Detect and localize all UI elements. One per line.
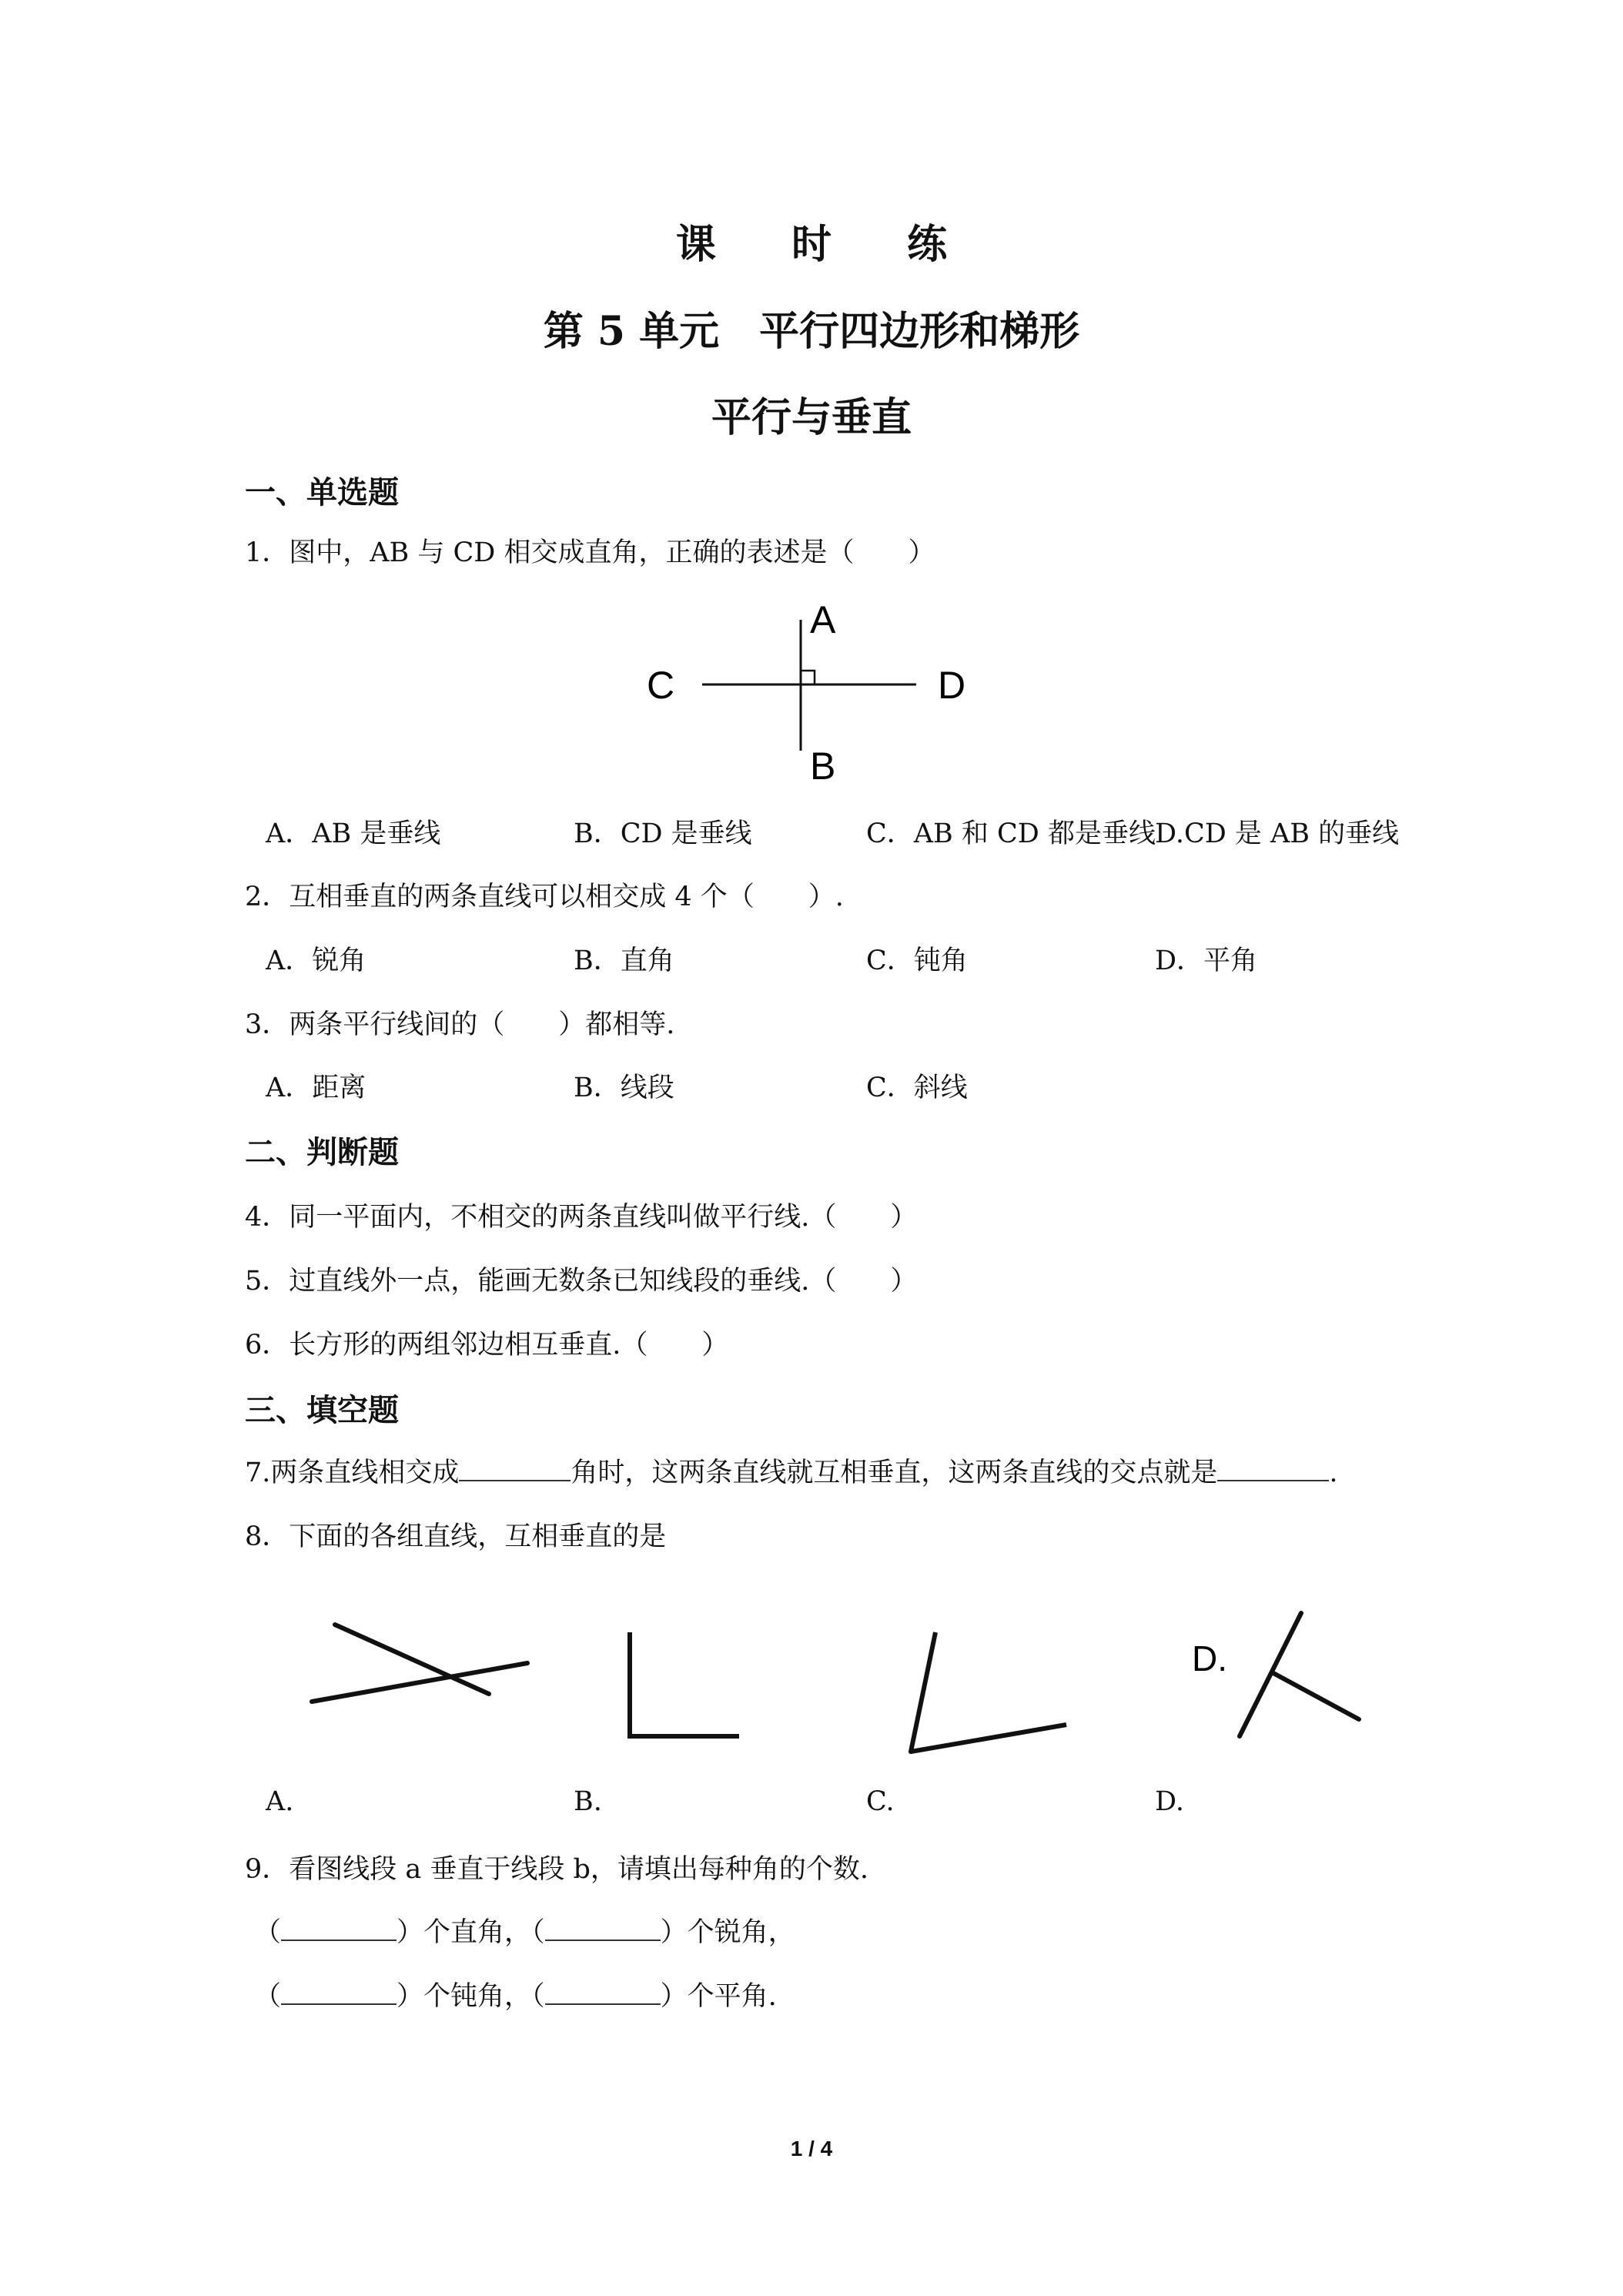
question-2: 2．互相垂直的两条直线可以相交成 4 个（ ）. [245,882,844,912]
question-6: 6．长方形的两组邻边相互垂直.（ ） [245,1330,729,1361]
q9-blank-obtuse-angles[interactable] [281,1980,397,2005]
q3-option-c[interactable]: C．斜线 [866,1073,968,1103]
q1-option-d[interactable]: D.CD 是 AB 的垂线 [1155,818,1400,849]
q7-blank-2[interactable] [1217,1457,1329,1481]
q7-text-2: 角时，这两条直线就互相垂直，这两条直线的交点就是 [571,1458,1218,1488]
lesson-title: 平行与垂直 [711,394,912,441]
q8-figure-d [1186,1602,1370,1755]
q9-obtuse-angle-label: 个钝角， [423,1981,532,2012]
q1-option-b[interactable]: B．CD 是垂线 [574,818,752,849]
q2-option-b[interactable]: B．直角 [574,946,674,976]
section-single-choice: 一、单选题 [245,474,399,510]
question-8: 8．下面的各组直线，互相垂直的是 [245,1521,667,1552]
q7-blank-1[interactable] [459,1457,571,1481]
q8-option-b[interactable]: B. [574,1786,602,1817]
q8-figure-a [304,1609,543,1725]
label-b: B [810,745,836,785]
q9-line-2: （ ）个钝角，（ ）个平角. [254,1981,777,2012]
section-judgement: 二、判断题 [245,1134,399,1170]
q7-text-3: . [1329,1458,1338,1488]
question-5: 5．过直线外一点，能画无数条已知线段的垂线.（ ） [245,1266,918,1297]
q8-figure-c [897,1625,1074,1759]
q8-option-a[interactable]: A. [266,1786,294,1817]
question-1: 1．图中，AB 与 CD 相交成直角，正确的表述是（ ） [245,537,935,568]
q1-option-a[interactable]: A．AB 是垂线 [266,818,441,849]
page-number: 1 / 4 [790,2137,833,2160]
q2-option-a[interactable]: A．锐角 [266,946,366,976]
q9-acute-angle-label: 个锐角， [687,1917,795,1948]
q9-blank-right-angles[interactable] [281,1916,397,1941]
question-4: 4．同一平面内，不相交的两条直线叫做平行线.（ ） [245,1202,918,1233]
q9-right-angle-label: 个直角， [423,1917,532,1948]
q7-text-1: 7.两条直线相交成 [245,1458,460,1488]
right-angle-mark [801,671,815,684]
question-3: 3．两条平行线间的（ ）都相等. [245,1009,675,1040]
q9-straight-angle-label: 个平角. [687,1981,777,2012]
label-d: D [938,664,966,707]
q9-blank-acute-angles[interactable] [545,1916,661,1941]
section-fill-blank: 三、填空题 [245,1392,399,1428]
q8-figure-d-label: D. [1192,1638,1227,1678]
q2-option-d[interactable]: D．平角 [1155,946,1258,976]
question-7 [245,1451,1338,1490]
q3-option-a[interactable]: A．距离 [266,1073,366,1103]
q1-perpendicular-figure [647,593,1001,785]
q3-option-b[interactable]: B．线段 [574,1073,674,1103]
worksheet-title: 课 时 练 [675,221,979,268]
question-9: 9．看图线段 a 垂直于线段 b，请填出每种角的个数. [245,1854,869,1885]
unit-title: 第 5 单元 平行四边形和梯形 [543,308,1080,355]
q2-option-c[interactable]: C．钝角 [866,946,968,976]
q1-option-c[interactable]: C．AB 和 CD 都是垂线 [866,818,1156,849]
q8-option-c[interactable]: C. [866,1786,895,1817]
q9-blank-straight-angles[interactable] [545,1980,661,2005]
q9-line-1: （ ）个直角，（ ）个锐角， [254,1917,795,1948]
q8-option-d[interactable]: D. [1155,1786,1184,1817]
q8-figure-b [616,1617,747,1748]
label-a: A [810,598,836,641]
label-c: C [647,664,675,707]
